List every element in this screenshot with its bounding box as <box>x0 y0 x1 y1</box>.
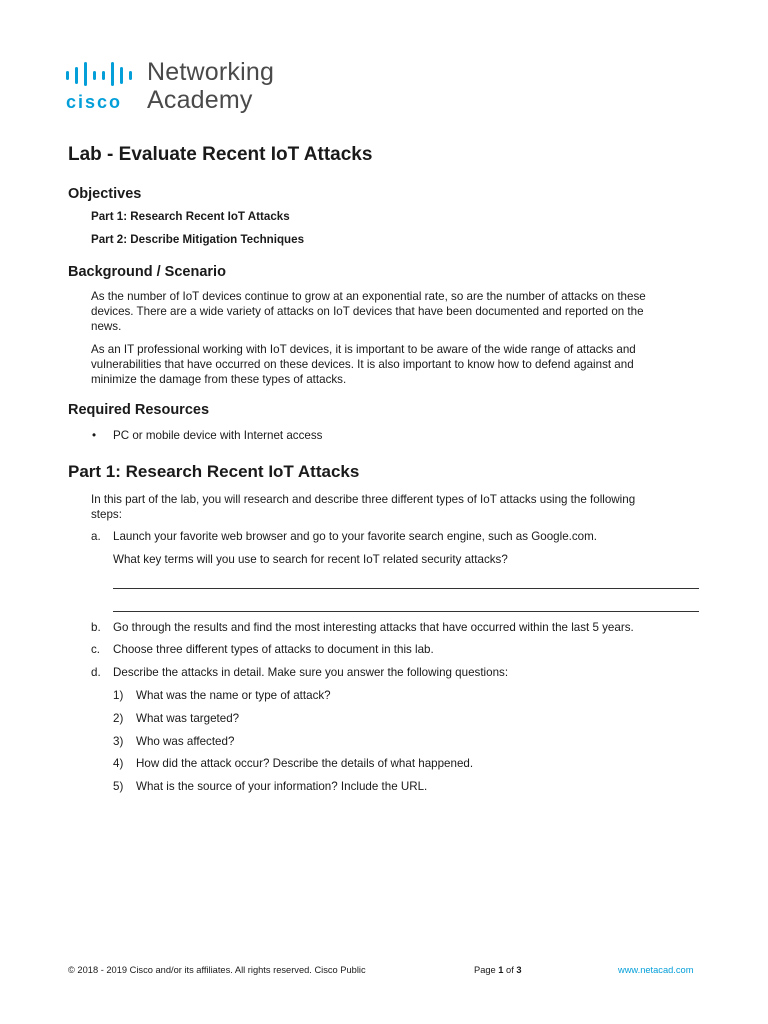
background-heading: Background / Scenario <box>68 264 226 280</box>
cisco-networking-academy-logo <box>52 58 312 118</box>
footer-copyright: © 2018 - 2019 Cisco and/or its affiliates. All rights reserved. Cisco Public <box>68 965 366 975</box>
step-b-text: Go through the results and find the most interesting attacks that have occurred within the last 5 years. <box>113 621 634 634</box>
question-3-marker: 3) <box>113 735 124 748</box>
step-d-marker: d. <box>91 666 101 679</box>
question-2-text: What was targeted? <box>136 712 240 725</box>
page-prefix: Page <box>474 965 499 975</box>
background-para2-line1: As an IT professional working with IoT devices, it is important to be aware of the wide range of attacks and <box>91 343 636 356</box>
question-1-marker: 1) <box>113 689 124 702</box>
footer-page-number <box>474 965 522 975</box>
part1-intro-line2: steps: <box>91 508 122 521</box>
background-para2-line3: minimize the damage from these types of attacks. <box>91 373 347 386</box>
question-5-marker: 5) <box>113 780 124 793</box>
background-para1-line1: As the number of IoT devices continue to grow at an exponential rate, so are the number of attacks on these <box>91 290 646 303</box>
answer-line-2[interactable] <box>113 611 699 612</box>
question-4-marker: 4) <box>113 757 124 770</box>
objectives-heading: Objectives <box>68 186 142 202</box>
page-total: 3 <box>516 965 522 975</box>
cisco-wordmark: cisco <box>66 92 123 112</box>
page-of: of <box>503 965 517 975</box>
answer-line-1[interactable] <box>113 588 699 589</box>
objective-part2: Part 2: Describe Mitigation Techniques <box>91 233 305 246</box>
step-a-text: Launch your favorite web browser and go to your favorite search engine, such as Google.com. <box>113 530 597 543</box>
step-c-marker: c. <box>91 643 101 656</box>
part1-heading: Part 1: Research Recent IoT Attacks <box>68 462 360 481</box>
question-3-text: Who was affected? <box>136 735 235 748</box>
question-1-text: What was the name or type of attack? <box>136 689 331 702</box>
page-title: Lab - Evaluate Recent IoT Attacks <box>68 144 373 165</box>
footer-website-link[interactable]: www.netacad.com <box>618 965 694 975</box>
cisco-bars-icon <box>66 62 142 86</box>
background-para1-line3: news. <box>91 320 122 333</box>
question-2-marker: 2) <box>113 712 124 725</box>
resources-item: PC or mobile device with Internet access <box>113 429 323 442</box>
part1-intro-line1: In this part of the lab, you will research and describe three different types of IoT attacks using the following <box>91 493 636 506</box>
question-4-text: How did the attack occur? Describe the details of what happened. <box>136 757 474 770</box>
background-para2-line2: vulnerabilities that have occurred on these devices. It is also important to know how to defend against and <box>91 358 634 371</box>
logo-networking: Networking <box>147 58 275 86</box>
step-a-marker: a. <box>91 530 101 543</box>
logo-academy: Academy <box>147 86 253 114</box>
background-para1-line2: devices. There are a wide variety of attacks on IoT devices that have been documented and reported on the <box>91 305 644 318</box>
resources-bullet: • <box>92 429 97 442</box>
page-current: 1 <box>498 965 504 975</box>
step-c-text: Choose three different types of attacks to document in this lab. <box>113 643 434 656</box>
step-a-question: What key terms will you use to search for recent IoT related security attacks? <box>113 553 508 566</box>
step-b-marker: b. <box>91 621 101 634</box>
step-d-text: Describe the attacks in detail. Make sure you answer the following questions: <box>113 666 509 679</box>
question-5-text: What is the source of your information? Include the URL. <box>136 780 428 793</box>
resources-heading: Required Resources <box>68 402 210 418</box>
objective-part1: Part 1: Research Recent IoT Attacks <box>91 210 290 223</box>
